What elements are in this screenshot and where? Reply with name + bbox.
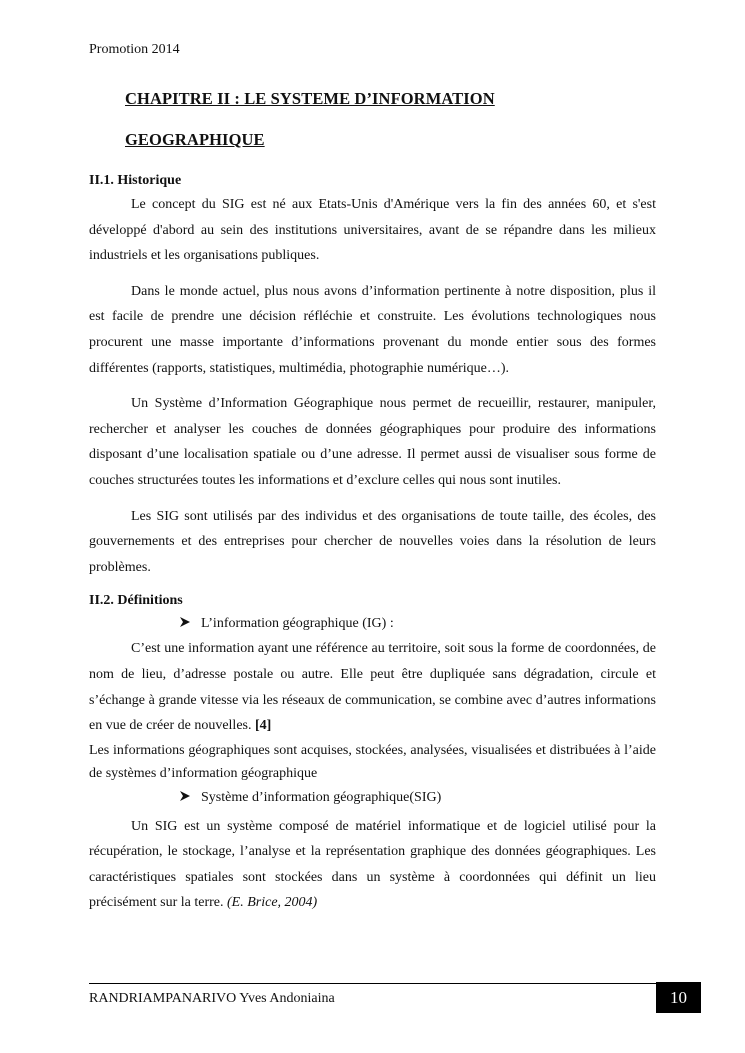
reference-marker: [4] <box>254 718 272 734</box>
paragraph <box>89 636 656 738</box>
bullet-item-sig <box>179 786 656 810</box>
paragraph: Le concept du SIG est né aux Etats-Unis d'Amérique vers la fin des années 60, et s'est développé d'abord au sein des institutions universitaires, avant de se répandre dans les milieux industriels et les organisations publiques. <box>89 197 656 264</box>
footer-divider <box>89 983 656 984</box>
footer-author: RANDRIAMPANARIVO Yves Andoniaina <box>89 991 335 1006</box>
chapter-title-line-1: CHAPITRE II : LE SYSTEME D’INFORMATION <box>125 89 495 108</box>
section-heading-historique: II.1. Historique <box>89 173 182 188</box>
page-body <box>89 170 656 916</box>
arrow-bullet-icon <box>179 612 193 636</box>
paragraph-text: Un SIG est un système composé de matériel informatique et de logiciel utilisé pour la récupération, le stockage, l’analyse et la représentation graphique des données géographiques. Les caractéristiques spatiales sont stockées dans un système à coordonnées qui définit un lieu précisément sur la terre. <box>89 818 656 911</box>
bullet-item-information-geographique <box>179 612 656 636</box>
paragraph: Les informations géographiques sont acquises, stockées, analysées, visualisées et distribuées à l’aide de systèmes d’information géographique <box>89 742 656 782</box>
paragraph-text: C’est une information ayant une référence au territoire, soit sous la forme de coordonnées, de nom de lieu, d’adresse postale ou autre. Elle peut être dupliquée sans dégradation, circule et s’échange à grande vitesse via les réseaux de communication, se combine avec d’autres informations en vue de créer de nouvelles. <box>89 641 656 734</box>
arrow-bullet-icon <box>179 786 193 810</box>
chapter-title-line-2: GEOGRAPHIQUE <box>125 130 265 149</box>
paragraph <box>89 814 656 916</box>
page-header: Promotion 2014 <box>89 42 180 57</box>
paragraph: Un Système d’Information Géographique nous permet de recueillir, restaurer, manipuler, rechercher et analyser les couches de données géographiques pour produire des informations disposant d’une localisation spatiale ou d’une adresse. Il permet aussi de visualiser sous forme de couches structurées toutes les informations et d’exclure celles qui nous sont inutiles. <box>89 396 656 488</box>
paragraph: Dans le monde actuel, plus nous avons d’information pertinente à notre disposition, plus il est facile de prendre une décision réfléchie et construite. Les évolutions technologiques nous procurent une masse importante d’informations provenant du monde entier sous des formes différentes (rapports, statistiques, multimédia, photographie numérique…). <box>89 283 656 376</box>
section-heading-definitions: II.2. Définitions <box>89 593 183 609</box>
citation: (E. Brice, 2004) <box>227 895 318 911</box>
bullet-label: Système d’information géographique(SIG) <box>201 789 442 805</box>
bullet-label: L’information géographique (IG) : <box>201 616 394 632</box>
page-number: 10 <box>656 982 701 1013</box>
paragraph: Les SIG sont utilisés par des individus et des organisations de toute taille, des écoles, des gouvernements et des entreprises pour chercher de nouvelles voies dans la résolution de leurs problèmes. <box>89 508 656 575</box>
